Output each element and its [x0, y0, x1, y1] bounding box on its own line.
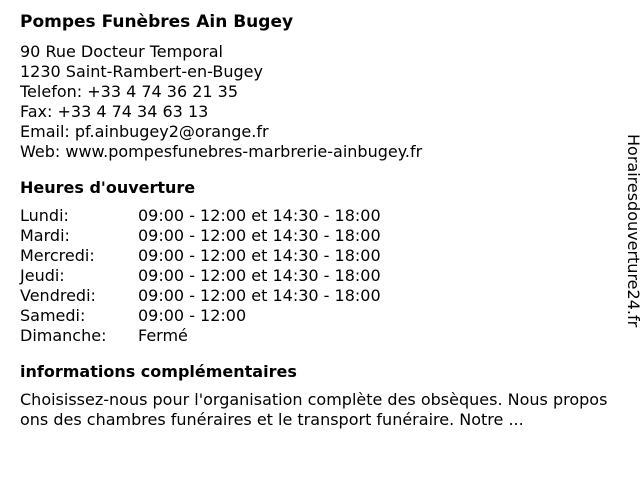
street-address: 90 Rue Docteur Temporal	[20, 42, 223, 61]
hours-day: Samedi:	[20, 306, 86, 325]
watermark-text: Horairesdouverture24.fr	[624, 134, 643, 328]
hours-day: Mardi:	[20, 226, 70, 245]
hours-time: 09:00 - 12:00 et 14:30 - 18:00	[138, 266, 381, 285]
phone-number: Telefon: +33 4 74 36 21 35	[20, 82, 239, 101]
business-card	[20, 10, 620, 430]
hours-day: Mercredi:	[20, 246, 95, 265]
hours-row	[20, 246, 620, 266]
hours-row	[20, 266, 620, 286]
hours-row	[20, 286, 620, 306]
hours-row	[20, 306, 620, 326]
hours-time: 09:00 - 12:00 et 14:30 - 18:00	[138, 286, 381, 305]
hours-day: Jeudi:	[20, 266, 65, 285]
hours-table	[20, 206, 620, 346]
hours-day: Vendredi:	[20, 286, 96, 305]
hours-time: 09:00 - 12:00 et 14:30 - 18:00	[138, 206, 381, 225]
website: Web: www.pompesfunebres-marbrerie-ainbugey.fr	[20, 142, 423, 161]
hours-row	[20, 206, 620, 226]
hours-heading: Heures d'ouverture	[20, 178, 196, 197]
info-text: Choisissez-nous pour l'organisation complète des obsèques. Nous proposons des chambres funéraires et le transport funéraire. Notre ...	[20, 390, 608, 429]
info-heading: informations complémentaires	[20, 362, 297, 381]
watermark	[623, 134, 643, 374]
hours-time: 09:00 - 12:00	[138, 306, 247, 325]
business-name: Pompes Funèbres Ain Bugey	[20, 12, 294, 32]
hours-row	[20, 226, 620, 246]
fax-number: Fax: +33 4 74 34 63 13	[20, 102, 209, 121]
hours-time: 09:00 - 12:00 et 14:30 - 18:00	[138, 226, 381, 245]
hours-row	[20, 326, 620, 346]
email-address: Email: pf.ainbugey2@orange.fr	[20, 122, 269, 141]
hours-day: Lundi:	[20, 206, 69, 225]
hours-time: 09:00 - 12:00 et 14:30 - 18:00	[138, 246, 381, 265]
city-address: 1230 Saint-Rambert-en-Bugey	[20, 62, 263, 81]
hours-time: Fermé	[138, 326, 188, 345]
contact-block	[20, 42, 620, 162]
hours-day: Dimanche:	[20, 326, 107, 345]
